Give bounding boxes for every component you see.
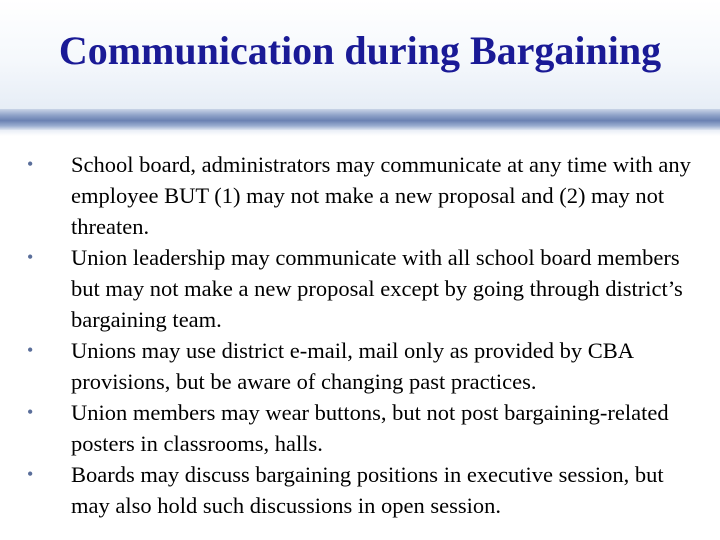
bullet-item: [27, 335, 707, 397]
bullet-list: [27, 149, 707, 521]
bullet-icon: •: [27, 464, 34, 484]
bullet-item: [27, 242, 707, 335]
bullet-icon: •: [27, 340, 34, 360]
slide-header: [0, 0, 720, 110]
bullet-icon: •: [27, 402, 34, 422]
bullet-icon: •: [27, 247, 34, 267]
bullet-item: [27, 149, 707, 242]
bullet-item: [27, 459, 707, 521]
bullet-text: Boards may discuss bargaining positions in executive session, but may also hold such discussions in open session.: [71, 462, 664, 518]
slide-title: Communication during Bargaining: [58, 28, 662, 73]
bullet-text: School board, administrators may communicate at any time with any employee BUT (1) may not make a new proposal and (2) may not threaten.: [71, 152, 691, 239]
bullet-text: Unions may use district e-mail, mail only as provided by CBA provisions, but be aware of changing past practices.: [71, 338, 633, 394]
bullet-text: Union members may wear buttons, but not post bargaining-related posters in classrooms, halls.: [71, 400, 669, 456]
bullet-item: [27, 397, 707, 459]
title-divider-bar: [0, 109, 720, 130]
bullet-icon: •: [27, 154, 34, 174]
bullet-text: Union leadership may communicate with all school board members but may not make a new proposal except by going through district’s bargaining team.: [71, 245, 683, 332]
title-divider-shadow: [0, 130, 720, 136]
